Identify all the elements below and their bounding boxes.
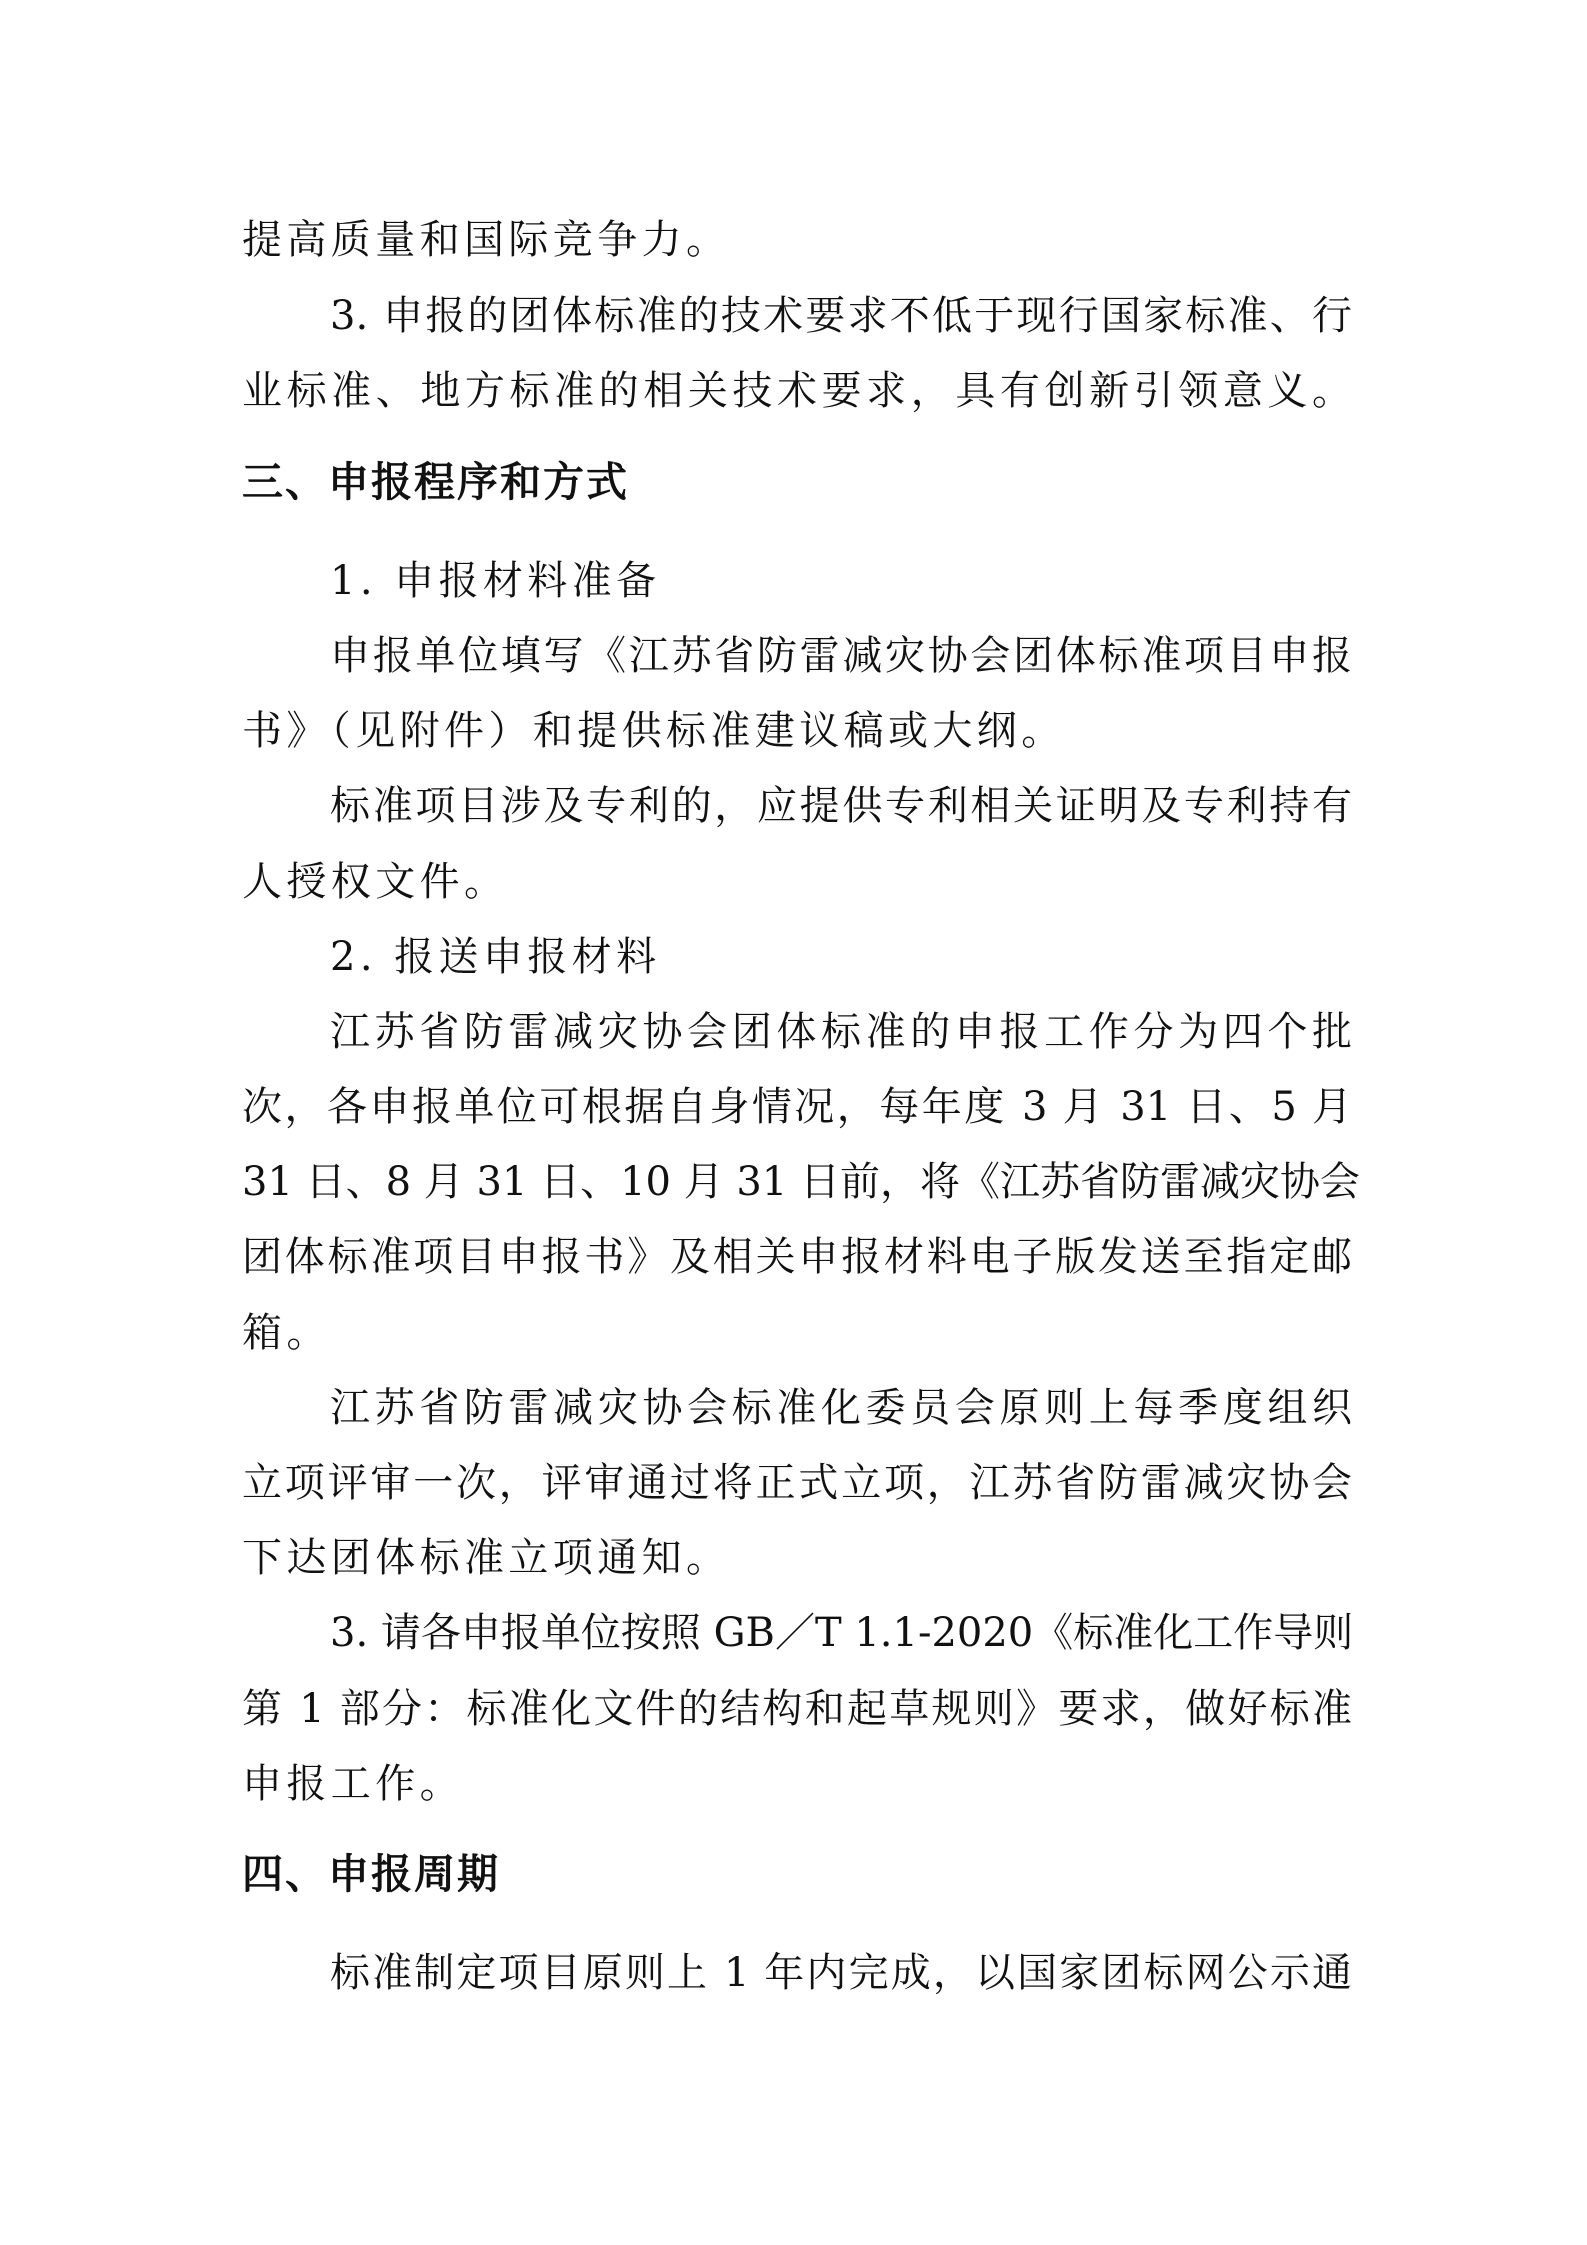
paragraph-line: 次，各申报单位可根据自身情况，每年度 3 月 31 日、5 月 <box>242 1084 1352 1130</box>
paragraph-line: 箱。 <box>242 1310 331 1356</box>
paragraph-line: 3. 请各申报单位按照 GB／T 1.1-2020《标准化工作导则 <box>330 1610 1354 1656</box>
paragraph-line: 申报工作。 <box>242 1761 464 1807</box>
paragraph-line: 2. 报送申报材料 <box>330 934 661 980</box>
paragraph-line: 标准制定项目原则上 1 年内完成，以国家团标网公示通 <box>330 1950 1352 1996</box>
paragraph-line: 标准项目涉及专利的，应提供专利相关证明及专利持有 <box>330 783 1352 829</box>
paragraph-line: 业标准、地方标准的相关技术要求，具有创新引领意义。 <box>242 368 1352 414</box>
section-heading: 三、申报程序和方式 <box>242 458 629 506</box>
paragraph-line: 第 1 部分：标准化文件的结构和起草规则》要求，做好标准 <box>242 1686 1352 1732</box>
paragraph-line: 团体标准项目申报书》及相关申报材料电子版发送至指定邮 <box>242 1234 1352 1280</box>
paragraph-line: 人授权文件。 <box>242 859 509 905</box>
paragraph-line: 下达团体标准立项通知。 <box>242 1535 731 1581</box>
paragraph-line: 立项评审一次，评审通过将正式立项，江苏省防雷减灾协会 <box>242 1460 1352 1506</box>
paragraph-line: 申报单位填写《江苏省防雷减灾协会团体标准项目申报 <box>330 633 1352 679</box>
paragraph-line: 3. 申报的团体标准的技术要求不低于现行国家标准、行 <box>330 293 1352 339</box>
paragraph-line: 1. 申报材料准备 <box>330 558 661 604</box>
paragraph-line: 31 日、8 月 31 日、10 月 31 日前，将《江苏省防雷减灾协会 <box>242 1159 1361 1205</box>
section-heading: 四、申报周期 <box>242 1850 500 1898</box>
paragraph-line: 书》（见附件）和提供标准建议稿或大纲。 <box>242 708 1066 754</box>
paragraph-line: 江苏省防雷减灾协会标准化委员会原则上每季度组织 <box>330 1385 1352 1431</box>
paragraph-line: 江苏省防雷减灾协会团体标准的申报工作分为四个批 <box>330 1009 1352 1055</box>
paragraph-line: 提高质量和国际竞争力。 <box>242 217 731 263</box>
